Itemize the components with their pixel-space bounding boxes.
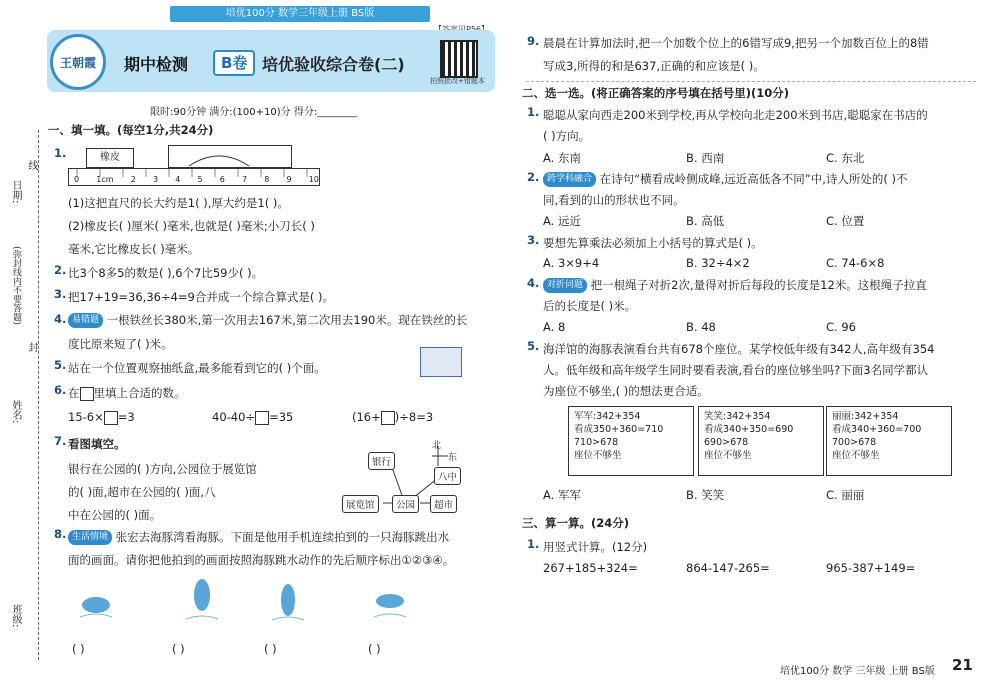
c3-text: 要想先算乘法必须加上小括号的算式是( )。: [543, 236, 763, 250]
q8-blank-3[interactable]: ( ): [264, 642, 277, 656]
seal-line: [38, 130, 39, 660]
seal-note: (弥封线内不要答题): [11, 246, 21, 326]
knife-picture: [168, 145, 292, 168]
expr-part: (16+: [352, 410, 381, 424]
s1-expr-1: 267+185+324=: [543, 561, 638, 575]
dolphin-1-picture: [78, 585, 114, 623]
c5-opt-a[interactable]: A. 军军: [543, 488, 581, 502]
eraser-picture: 橡皮: [86, 148, 134, 168]
q6-expr-3: [352, 410, 433, 425]
answer-box[interactable]: [104, 411, 118, 425]
c2-opt-a[interactable]: A. 远近: [543, 214, 581, 228]
q7-line-2: 的( )面,超市在公园的( )面,八: [68, 485, 216, 499]
expr-part: )÷8=3: [394, 410, 434, 424]
c2-tag: 跨学科融合: [543, 172, 596, 187]
q8-line-1: [68, 529, 449, 545]
c1-opt-c[interactable]: C. 东北: [826, 151, 865, 165]
c5-number: 5.: [527, 339, 540, 353]
q1-line-2: (2)橡皮长( )厘米( )毫米,也就是( )毫米;小刀长( ): [68, 219, 315, 233]
c5-line-1: 海洋馆的海豚表演看台共有678个座位。某学校低年级有342人,高年级有354: [543, 342, 935, 356]
expr-part: 40-40÷: [212, 410, 256, 424]
divider: [526, 81, 976, 82]
box-line: 710>678: [574, 437, 619, 448]
q8-blank-1[interactable]: ( ): [72, 642, 85, 656]
q4-number: 4.: [54, 312, 67, 326]
q6-title: [68, 385, 186, 401]
q3-text: 把17+19=36,36÷4=9合并成一个综合算式是( )。: [68, 290, 334, 304]
c4-tag: 对折问题: [543, 278, 587, 293]
q6-title-b: 里填上合适的数。: [93, 386, 186, 400]
q5-number: 5.: [54, 358, 67, 372]
q6-expr-1: [68, 410, 135, 425]
s1-expr-3: 965-387+149=: [826, 561, 916, 575]
dolphin-4-picture: [372, 585, 408, 623]
ruler-tick: 3: [152, 175, 159, 184]
c2-line-2: 同,看到的山的形状也不同。: [543, 193, 685, 207]
s1-number: 1.: [527, 537, 540, 551]
ruler-tick: 4: [175, 175, 181, 184]
q4-line-2: 度比原来短了( )米。: [68, 337, 173, 351]
box-line: 座位不够坐: [832, 450, 880, 461]
q8-blank-2[interactable]: ( ): [172, 642, 185, 656]
q7-line-1: 银行在公园的( )方向,公园位于展览馆: [68, 462, 257, 476]
box-line: 丽丽:342+354: [832, 411, 899, 422]
section-3-title: 三、算一算。(24分): [522, 516, 630, 530]
q4-tag: 易错题: [68, 313, 103, 328]
box-line: 座位不够坐: [704, 450, 752, 461]
ruler-tick: 1cm: [96, 175, 114, 184]
class-label: 班级:: [10, 604, 21, 628]
ruler-tick: 8: [264, 175, 270, 184]
q9-line-1: 晨晨在计算加法时,把一个加数个位上的6错写成9,把另一个加数百位上的8错: [543, 36, 929, 50]
q8-line-2: 面的画面。请你把他拍到的画面按照海豚跳水动作的先后顺序标出①②③④。: [68, 553, 455, 567]
q6-number: 6.: [54, 383, 67, 397]
c5-box-li: [826, 406, 952, 476]
answer-box[interactable]: [255, 411, 269, 425]
q5-text: 站在一个位置观察抽纸盒,最多能看到它的( )个面。: [68, 361, 326, 375]
q8-number: 8.: [54, 527, 67, 541]
date-label: 日期:: [10, 180, 21, 204]
c2-number: 2.: [527, 170, 540, 184]
answer-box: [80, 387, 94, 401]
exam-type: 期中检测: [124, 55, 189, 74]
map-school: 八中: [434, 467, 461, 485]
c5-line-3: 为座位不够坐,( )的想法更合适。: [543, 384, 709, 398]
q8-text-1: 张宏去海豚湾看海豚。下面是他用手机连续拍到的一只海豚跳出水: [115, 530, 450, 544]
qr-code-icon[interactable]: [440, 40, 478, 78]
ruler-tick: 9: [286, 175, 292, 184]
ruler-tick: 7: [241, 175, 248, 184]
c3-number: 3.: [527, 233, 540, 247]
c2-opt-c[interactable]: C. 位置: [826, 214, 865, 228]
binding-margin: [0, 0, 38, 696]
section-2-title: 二、选一选。(将正确答案的序号填在括号里)(10分): [522, 86, 790, 100]
c2-line-1: [543, 171, 908, 187]
c1-line-2: ( )方向。: [543, 129, 591, 143]
c3-opt-a[interactable]: A. 3×9+4: [543, 256, 600, 270]
q1-line-1: (1)这把直尺的长大约是1( ),厚大约是1( )。: [68, 196, 289, 210]
ruler-tick: 6: [219, 175, 225, 184]
map-park: 公园: [392, 495, 419, 513]
s1-expr-2: 864-147-265=: [686, 561, 770, 575]
ruler: [68, 168, 320, 186]
q9-line-2: 写成3,所得的和是637,正确的和应该是( )。: [543, 59, 765, 73]
seal-char: 封: [26, 342, 37, 352]
q7-number: 7.: [54, 434, 67, 448]
expr-part: =3: [117, 410, 135, 424]
tissue-box-picture: [420, 347, 462, 377]
q2-text: 比3个8多5的数是( ),6个7比59少( )。: [68, 266, 264, 280]
ruler-tick: 0: [74, 175, 80, 184]
c4-text-1: 把一根绳子对折2次,量得对折后每段的长度是12米。这根绳子拉直: [590, 278, 927, 292]
c5-box-xiao: [698, 406, 824, 476]
north-label: 北: [432, 441, 442, 451]
c5-line-2: 人。低年级和高年级学生同时要看表演,看台的座位够坐吗?下面3名同学都认: [543, 363, 929, 377]
c3-opt-b[interactable]: B. 32÷4×2: [686, 256, 750, 270]
box-line: 690>678: [704, 437, 749, 448]
c4-number: 4.: [527, 276, 540, 290]
expr-part: =35: [269, 410, 294, 424]
q7-title: 看图填空。: [68, 437, 126, 451]
box-line: 座位不够坐: [574, 450, 622, 461]
map-market: 超市: [430, 495, 457, 513]
box-line: 军军:342+354: [574, 411, 641, 422]
c5-opt-b[interactable]: B. 笑笑: [686, 488, 725, 502]
q6-title-a: 在: [68, 386, 80, 400]
c2-text-1: 在诗句“横看成岭侧成峰,远近高低各不同”中,诗人所处的( )不: [599, 172, 908, 186]
q8-blank-4[interactable]: ( ): [368, 642, 381, 656]
c4-line-2: 后的长度是( )米。: [543, 299, 637, 313]
ruler-tick: 5: [197, 175, 203, 184]
expr-part: 15-6×: [68, 410, 104, 424]
map-bank: 银行: [368, 452, 395, 470]
box-line: 笑笑:342+354: [704, 411, 771, 422]
s1-title: 用竖式计算。(12分): [543, 540, 648, 554]
c4-opt-c[interactable]: C. 96: [826, 320, 856, 334]
qr-caption: 拍照批改+错题本: [430, 77, 485, 85]
q4-text-1: 一根铁丝长380米,第一次用去167米,第二次用去190米。现在铁丝的长: [106, 313, 468, 327]
top-banner: 培优100分 数学三年级上册 BS版: [170, 6, 430, 22]
q4-line-1: [68, 312, 467, 328]
seal-line-char: 线: [26, 160, 37, 170]
ruler-tick: 2: [130, 175, 136, 184]
answer-box[interactable]: [381, 411, 395, 425]
c2-opt-b[interactable]: B. 高低: [686, 214, 725, 228]
c1-opt-b[interactable]: B. 西南: [686, 151, 725, 165]
box-line: 700>678: [832, 437, 877, 448]
map-expo: 展览馆: [342, 495, 379, 513]
page-title: 培优验收综合卷(二): [262, 55, 405, 74]
brand-logo: 王朝霞: [50, 34, 106, 90]
c5-box-jun: [568, 406, 694, 476]
box-line: 看成350+360=710: [574, 424, 664, 435]
c4-opt-b[interactable]: B. 48: [686, 320, 716, 334]
q1-number: 1.: [54, 146, 67, 160]
c1-opt-a[interactable]: A. 东南: [543, 151, 581, 165]
dolphin-2-picture: [184, 575, 220, 625]
q7-line-3: 中在公园的( )面。: [68, 508, 162, 522]
q9-number: 9.: [527, 34, 540, 48]
q3-number: 3.: [54, 287, 67, 301]
q1-line-3: 毫米,它比橡皮长( )毫米。: [68, 242, 200, 256]
section-1-title: 一、填一填。(每空1分,共24分): [48, 123, 214, 137]
q2-number: 2.: [54, 263, 67, 277]
name-label: 姓名:: [10, 400, 21, 424]
c5-opt-c[interactable]: C. 丽丽: [826, 488, 865, 502]
paper-badge: B卷: [213, 50, 255, 76]
exam-info: 限时:90分钟 满分:(100+10)分 得分:________: [150, 107, 358, 118]
c4-opt-a[interactable]: A. 8: [543, 320, 566, 334]
east-label: 东: [448, 453, 458, 463]
q6-expr-2: [212, 410, 293, 425]
c1-line-1: 聪聪从家向西走200米到学校,再从学校向北走200米到书店,聪聪家在书店的: [543, 108, 928, 122]
dolphin-3-picture: [270, 578, 306, 626]
c4-line-1: [543, 277, 927, 293]
box-line: 看成340+350=690: [704, 424, 794, 435]
q8-tag: 生活情境: [68, 530, 112, 545]
c3-opt-c[interactable]: C. 74-6×8: [826, 256, 885, 270]
footer-text: 培优100分 数学 三年级 上册 BS版: [780, 666, 935, 677]
c1-number: 1.: [527, 105, 540, 119]
box-line: 看成340+360=700: [832, 424, 922, 435]
page-number: 21: [952, 656, 973, 674]
ruler-tick: 10: [308, 175, 319, 184]
